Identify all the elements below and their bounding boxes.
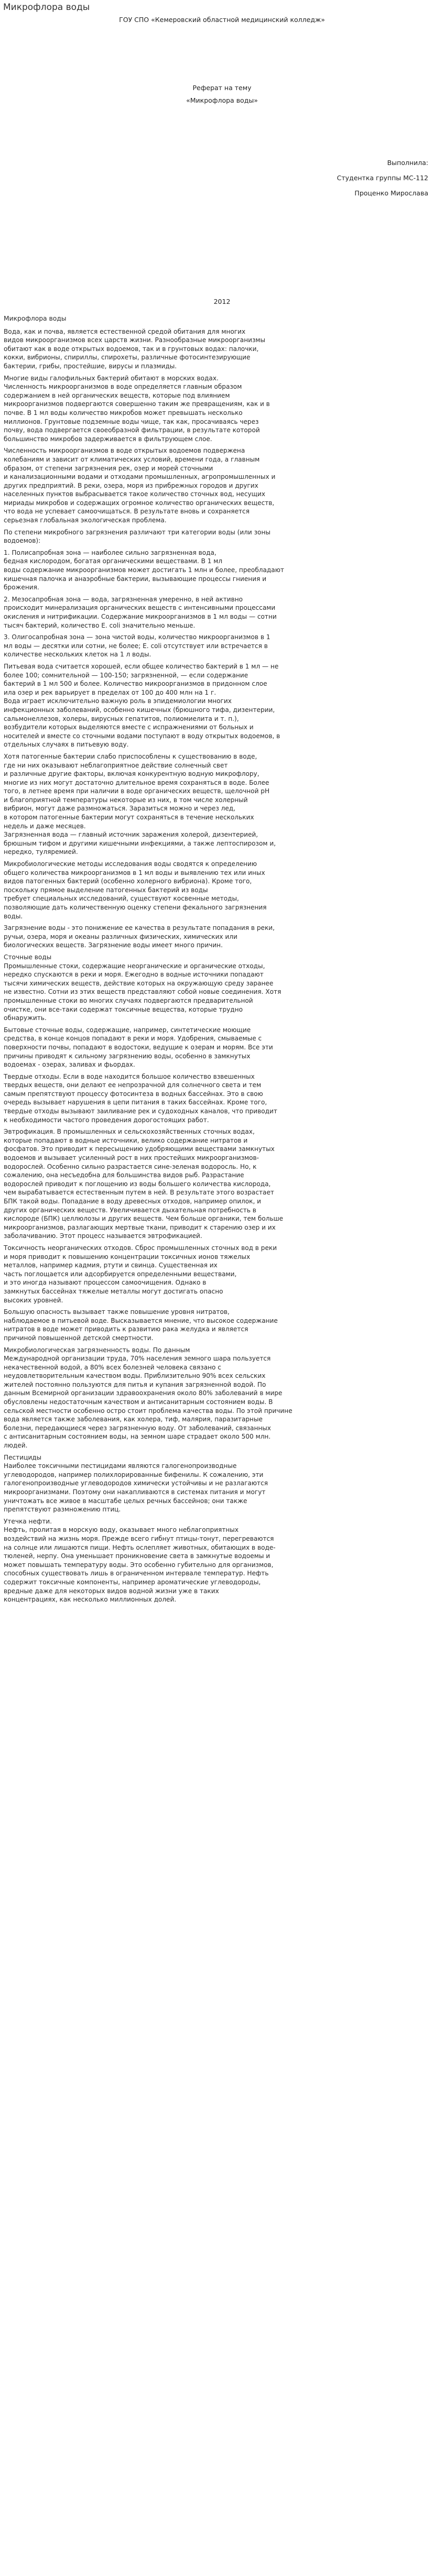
paragraph: Хотя патогенные бактерии слабо приспособлены к существованию в воде, где ни них оказывают неблагоприятное действие солнечный свет и различные другие факторы, включая конкурентную водную микрофлору, многие из них могут достаточно длительное время сохраняться в воде. Более того, в летнее время при наличии в воде органических веществ, щелочной рН и благоприятной температуры некоторые из них, в том числе холерный вибрион, могут даже размножаться. Заразиться можно и через лед, в котором патогенные бактерии могут сохраняться в течение нескольких недель и даже месяцев. Загрязненная вода — главный источник заражения холерой, дизентерией, брюшным тифом и другими кишечными инфекциями, а также лептоспирозом и, нередко, туляремией. <box>4 752 276 856</box>
college-name: ГОУ СПО «Кемеровский областной медицинский колледж» <box>119 16 325 24</box>
paragraph: Микробиологические методы исследования воды сводятся к определению общего количества микроорганизмов в 1 мл воды и выявлению тех или иных видов патогенных бактерий (особенно холерного вибриона). Кроме того, поскольку прямое выделение патогенных бактерий из воды требует специальных исследований, существуют косвенные методы, позволяющие дать количественную оценку степени фекального загрязнения воды. <box>4 860 267 920</box>
paragraph: Микробиологическая загрязненность воды. По данным Международной организации труда, 70% населения земного шара пользуется некачественной водой, а 80% всех болезней человека связано с неудовлетворительным качеством воды. Приблизительно 90% всех сельских жителей постоянно пользуются для питья и купания загрязненной водой. По данным Всемирной организации здравоохранения около 80% заболеваний в мире обусловлены недостаточным качеством и антисанитарным состоянием воды. В сельской местности особенно остро стоит проблема качества воды. По этой причине вода является также заболевания, как холера, тиф, малярия, паразитарные болезни, передающиеся через загрязненную воду. От заболеваний, связанных с антисанитарным состоянием воды, на земном шаре страдает около 500 млн. людей. <box>4 1346 293 1450</box>
paragraph: 3. Олигосапробная зона — зона чистой воды, количество микроорганизмов в 1 мл воды — десятки или сотни, не более; E. coli отсутствует или встречается в количестве нескольких клеток на 1 л воды. <box>4 633 270 659</box>
paragraph: Большую опасность вызывает также повышение уровня нитратов, наблюдаемое в питьевой воде. Высказывается мнение, что высокое содержание нитратов в воде может приводить к развитию рака желудка и является причиной повышенной детской смертности. <box>4 1308 278 1342</box>
paragraph: 2. Мезосапробная зона — вода, загрязненная умеренно, в ней активно происходит минерализация органических веществ с интенсивными процессами окисления и нитрификации. Содержание микроорганизмов в 1 мл воды — сотни тысяч бактерий, количество E. coli значительно меньше. <box>4 595 277 629</box>
section-heading: Микрофлора воды <box>4 315 67 322</box>
paragraph: Эвтрофикация. В промышленных и сельскохозяйственных сточных водах, которые попадают в водные источники, велико содержание нитратов и фосфатов. Это приводит к пересыщению удобряющими веществами замкнутых водоемов и вызывает усиленный рост в них простейших микроорганизмов- водорослей. Особенно сильно разрастается сине-зеленая водоросль. Но, к сожалению, она несъедобна для большинства видов рыб. Разрастание водорослей приводит к поглощению из воды большего количества кислорода, чем вырабатывается естественным путем в ней. В результате этого возрастает БПК такой воды. Попадание в воду древесных отходов, например опилок, и других органических веществ. Увеличивается дыхательная потребность в кислороде (БПК) целлюлозы и других веществ. Чем больше органики, тем больше микроорганизмов, разлагающих мертвые ткани, приводит к старению озер и их заболачиванию. Этот процесс называется эвтрофикацией. <box>4 1128 284 1240</box>
student-name: Проценко Мирослава <box>354 189 428 197</box>
paragraph: 1. Полисапробная зона — наиболее сильно загрязненная вода, бедная кислородом, богатая органическими веществами. В 1 мл воды содержание микроорганизмов может достигать 1 млн и более, преобладают кишечная палочка и анаэробные бактерии, вызывающие процессы гниения и брожения. <box>4 549 284 591</box>
year: 2012 <box>213 298 231 305</box>
referat-label: Реферат на тему <box>192 84 252 92</box>
paragraph: Твердые отходы. Если в воде находится большое количество взвешенных твердых веществ, они делают ее непрозрачной для солнечного света и тем самым препятствуют процессу фотосинтеза в водных бассейнах. Это в свою очередь вызывает нарушения в цепи питания в таких бассейнах. Кроме того, твердые отходы вызывают заиливание рек и судоходных каналов, что приводит к необходимости частого проведения дорогостоящих работ. <box>4 1072 277 1124</box>
paragraph: Сточные воды Промышленные стоки, содержащие неорганические и органические отходы, нередко спускаются в реки и моря. Ежегодно в водные источники попадают тысячи химических веществ, действие которых на окружающую среду заранее не известно. Сотни из этих веществ представляют собой новые соединения. Хотя промышленные стоки во многих случаях подвергаются предварительной очистке, они все-таки содержат токсичные вещества, которые трудно обнаружить. <box>4 953 281 1022</box>
paragraph: Загрязнение воды - это понижение ее качества в результате попадания в реки, ручьи, озера, моря и океаны различных физических, химических или биологических веществ. Загрязнение воды имеет много причин. <box>4 924 275 949</box>
paragraph: Многие виды галофильных бактерий обитают в морских водах. Численность микроорганизмов в воде определяется главным образом содержанием в ней органических веществ, которые под влиянием микроорганизмов подвергаются совершенно таким же превращениям, как и в почве. В 1 мл воды количество микробов может превышать несколько миллионов. Грунтовые подземные воды чище, так как, просачиваясь через почву, вода подвергается своеобразной фильтрации, в результате которой большинство микробов задерживается в фильтрующем слое. <box>4 374 270 443</box>
paragraph: Питьевая вода считается хорошей, если общее количество бактерий в 1 мл — не более 100; сомнительной — 100-150; загрязненной, — если содержание бактерий в 1 мл 500 и более. Количество микроорганизмов в придонном слое ила озер и рек варьирует в пределах от 100 до 400 млн на 1 г. Вода играет исключительно важную роль в эпидемиологии многих инфекционных заболеваний, особенно кишечных (брюшного тифа, дизентерии, сальмонеллезов, холеры, вирусных гепатитов, полиомиелита и т. п.), возбудители которых выделяются вместе с испражнениями от больных и носителей и вместе со сточными водами поступают в воду открытых водоемов, в отдельных случаях в питьевую воду. <box>4 662 280 749</box>
paragraph: Вода, как и почва, является естественной средой обитания для многих видов микроорганизмов всех царств жизни. Разнообразные микроорганизмы обитают как в водe открытых водоемов, так и в грунтовых водах: палочки, кокки, вибрионы, спириллы, спирохеты, различные фотосинтезирующие бактерии, грибы, простейшие, вирусы и плазмиды. <box>4 327 266 370</box>
document-title: Микрофлора воды <box>3 2 90 13</box>
paragraph: Численность микроорганизмов в воде открытых водоемов подвержена колебаниям и зависит от климатических условий, времени года, а главным образом, от степени загрязнения рек, озер и морей сточными и канализационными водами и отходами промышленных, агропромышленных и других предприятий. В реки, озера, моря из прибрежных городов и других населенных пунктов выбрасывается такое количество сточных вод, несущих мириады микробов и содержащих огромное количество органических веществ, что вода не успевает самоочищаться. В результате вновь и сохраняется серьезная глобальная экологическая проблема. <box>4 447 276 524</box>
paragraph: Утечка нефти. Нефть, пролитая в морскую воду, оказывает много неблагоприятных воздействий на жизнь моря. Прежде всего гибнут птицы-тонут, перегреваются на солнце или лишаются пищи. Нефть ослепляет животных, обитающих в воде- тюленей, нерпу. Она уменьшает проникновение света в замкнутые водоемы и может повышать температуру воды. Это особенно губительно для организмов, способных существовать лишь в ограниченном интервале температур. Нефть содержит токсичные компоненты, например ароматические углеводороды, вредные даже для некоторых видов водной жизни уже в таких концентрациях, как несколько миллионных долей. <box>4 1517 276 1604</box>
performed-by-label: Выполнила: <box>387 159 428 167</box>
paragraph: По степени микробного загрязнения различают три категории воды (или зоны водоемов): <box>4 528 270 545</box>
referat-topic: «Микрофлора воды» <box>186 96 258 104</box>
student-group: Студентка группы МС-112 <box>337 174 428 182</box>
paragraph: Пестициды Наиболее токсичными пестицидами являются галогенопроизводные углеводородов, например полихлорированные бифенилы. К сожалению, эти галогенопроизводные углеводородов химически устойчивы и не разлагаются микроорганизмами. Поэтому они накапливаются в системах питания и могут уничтожать все живое в масштабе целых речных бассейнов; они также препятствуют размножению птиц. <box>4 1453 268 1514</box>
document-body <box>4 314 426 1607</box>
author-block <box>271 155 428 201</box>
paragraph: Бытовые сточные воды, содержащие, например, синтетические моющие средства, в конце концов попадают в реки и моря. Удобрения, смываемые с поверхности почвы, попадают в водостоки, ведущие к озерам и морям. Все эти причины приводят к сильному загрязнению воды, особенно в замкнутых водоемах - озерах, заливах и фьордах. <box>4 1026 273 1069</box>
paragraph: Токсичность неорганических отходов. Сброс промышленных сточных вод в реки и моря приводит к повышению концентрации токсичных ионов тяжелых металлов, например кадмия, ртути и свинца. Существенная их часть поглощается или адсорбируется определенными веществами, и это иногда называют процессом самоочищения. Однако в замкнутых бассейнах тяжелые металлы могут достигать опасно высоких уровней. <box>4 1244 277 1304</box>
